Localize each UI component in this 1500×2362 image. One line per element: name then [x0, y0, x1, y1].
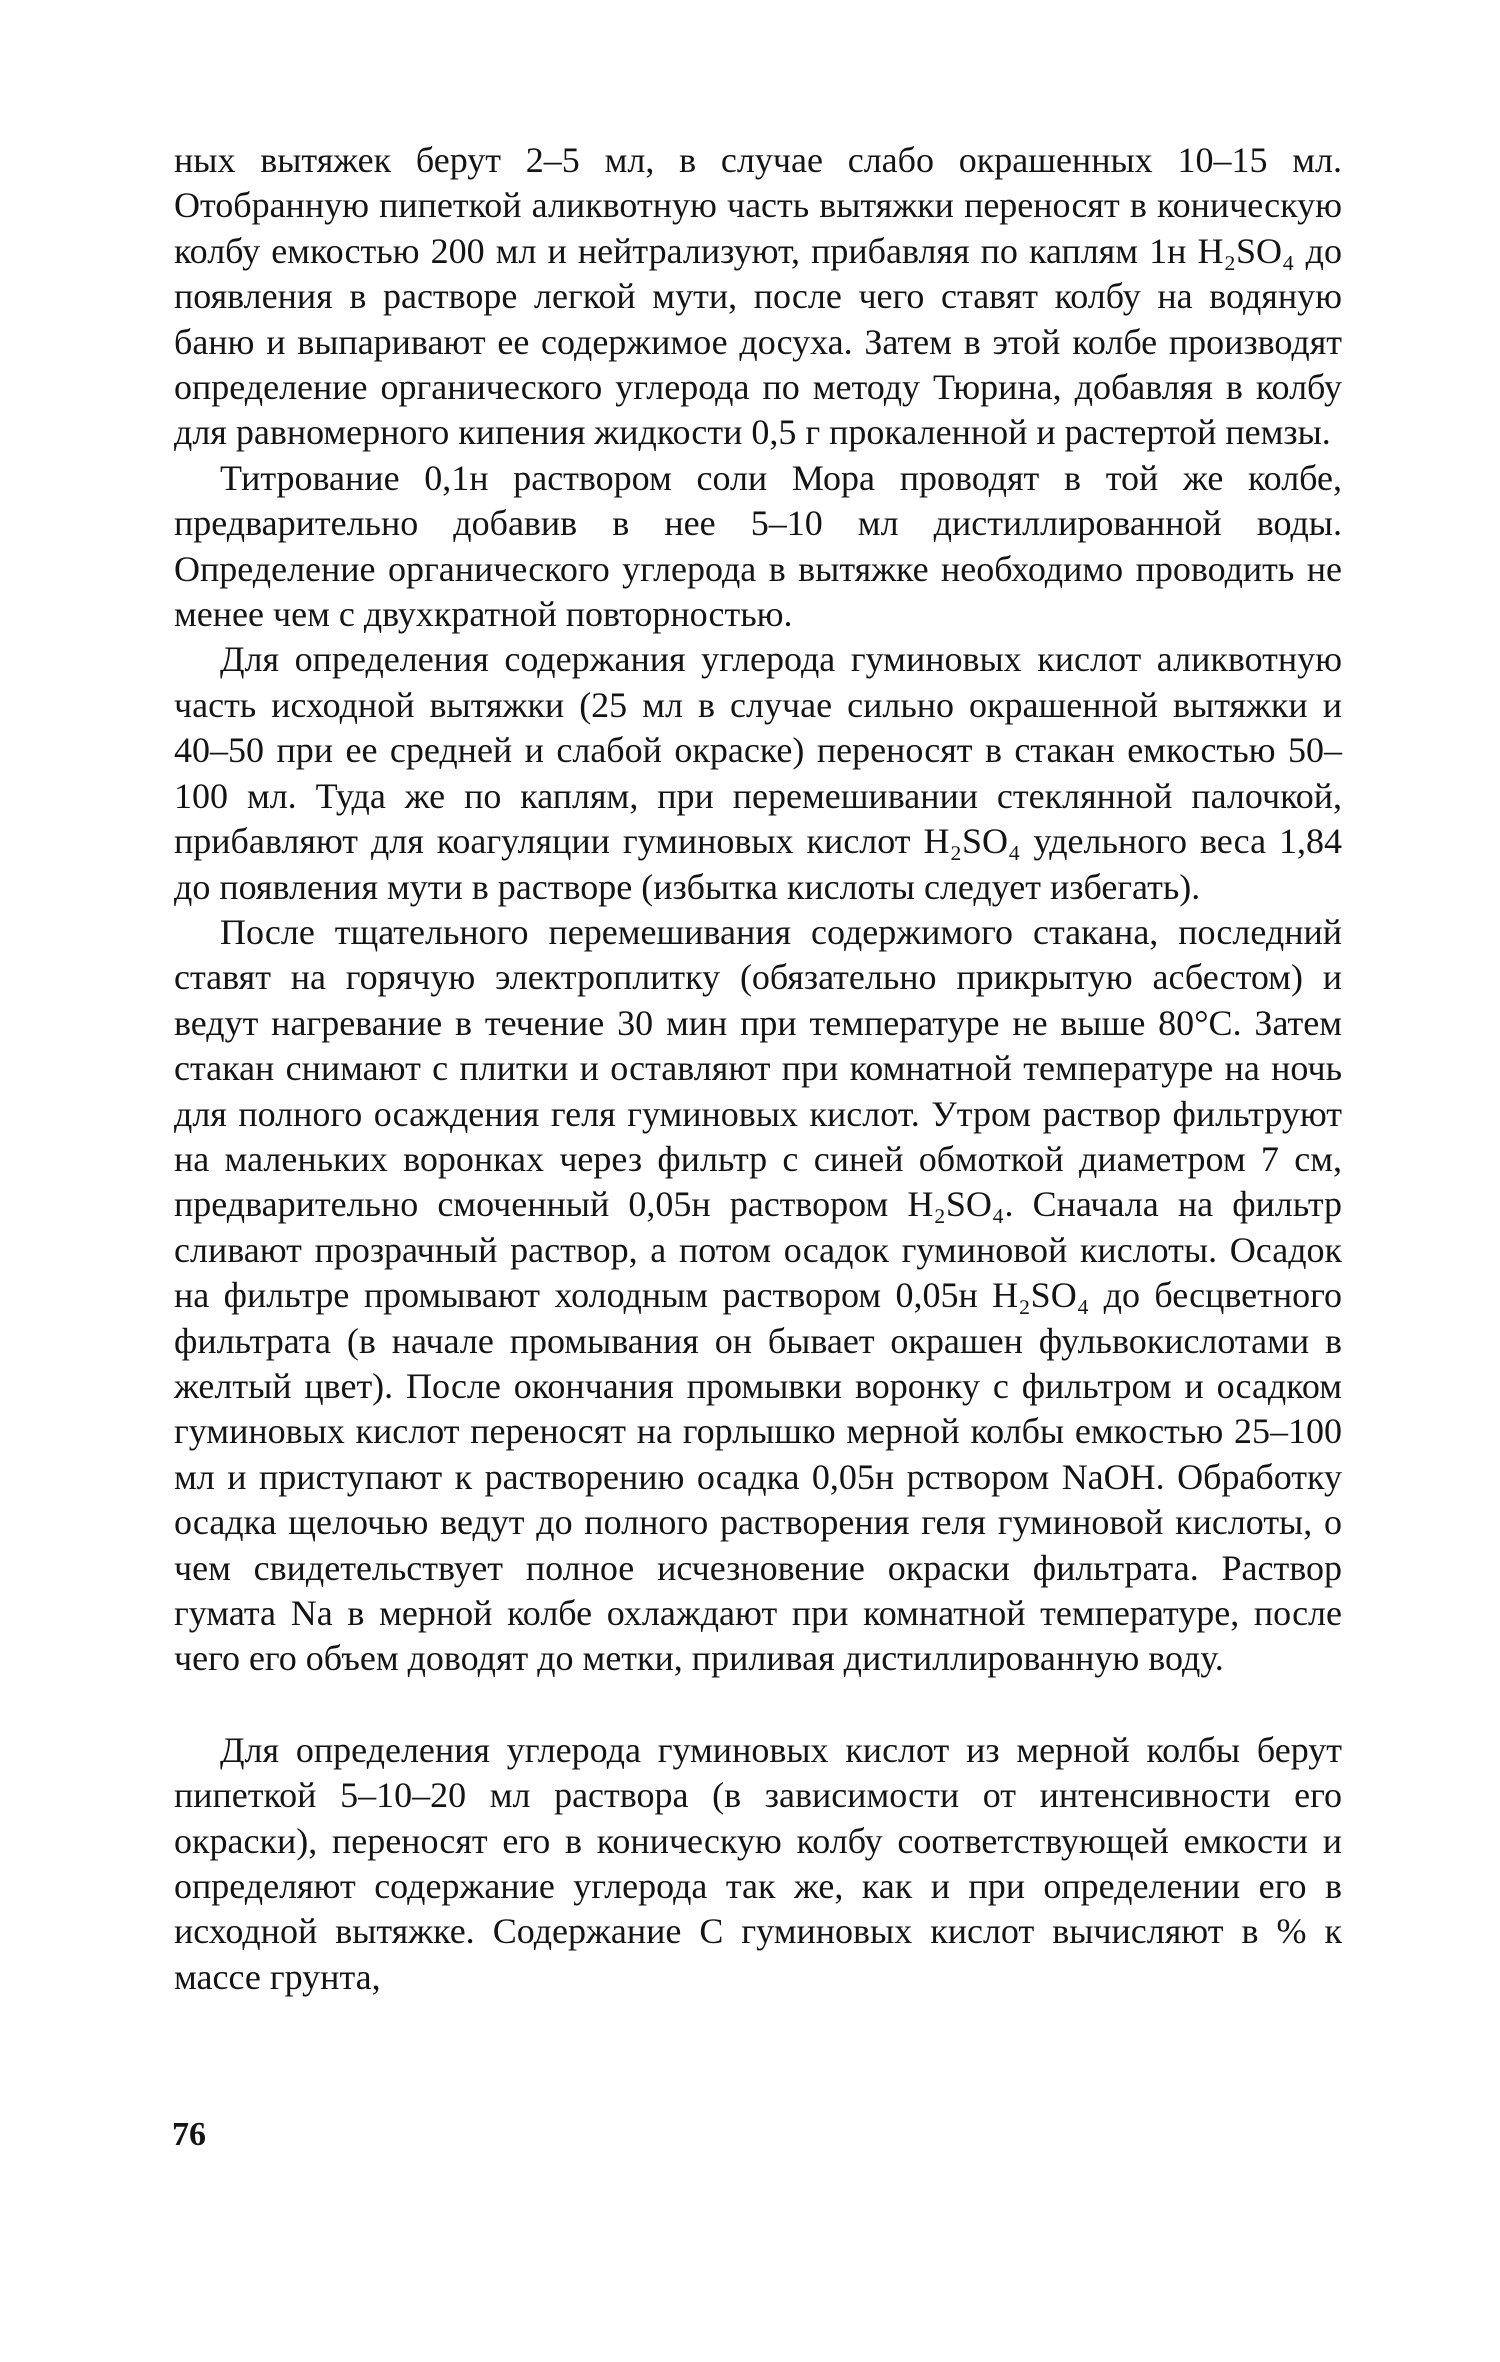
page-number: 76 [172, 2116, 206, 2153]
paragraph-3: Для определения содержания углерода гуминовых кислот аликвотную часть исходной вытяжки (25 мл в случае сильно окрашенной вытяжки и 40–50 при ее средней и слабой окраске) переносят в стакан емкостью 50–100 мл. Туда же по каплям, при перемешивании стеклянной палочкой, прибавляют для коагуляции гуминовых кислот H₂SO₄ удельного веса 1,84 до появления мути в растворе (избытка кислоты следует избегать). [174, 639, 1342, 907]
paragraph-1: ных вытяжек берут 2–5 мл, в случае слабо окрашенных 10–15 мл. Отобранную пипеткой аликвотную часть вытяжки переносят в коническую колбу емкостью 200 мл и нейтрализуют, прибавляя по каплям 1н H₂SO₄ до появления в растворе легкой мути, после чего ставят колбу на водяную баню и выпаривают ее содержимое досуха. Затем в этой колбе производят определение органического углерода по методу Тюрина, добавляя в колбу для равномерного кипения жидкости 0,5 г прокаленной и растертой пемзы. [174, 140, 1342, 453]
paragraph-2: Титрование 0,1н раствором соли Мора проводят в той же колбе, предварительно добавив в нее 5–10 мл дистиллированной воды. Определение органического углерода в вытяжке необходимо проводить не менее чем с двухкратной повторностью. [174, 457, 1342, 635]
paragraph-5: Для определения углерода гуминовых кислот из мерной колбы берут пипеткой 5–10–20 мл раствора (в зависимости от интенсивности его окраски), переносят его в коническую колбу соответствующей емкости и определяют содержание углерода так же, как и при определении его в исходной вытяжке. Содержание C гуминовых кислот вычисляют в % к массе грунта, [174, 1729, 1342, 1997]
body-text [174, 138, 1342, 2000]
paragraph-4: После тщательного перемешивания содержимого стакана, последний ставят на горячую электроплитку (обязательно прикрытую асбестом) и ведут нагревание в течение 30 мин при температуре не выше 80°С. Затем стакан снимают с плитки и оставляют при комнатной температуре на ночь для полного осаждения геля гуминовых кислот. Утром раствор фильтруют на маленьких воронках через фильтр с синей обмоткой диаметром 7 см, предварительно смоченный 0,05н раствором H₂SO₄. Сначала на фильтр сливают прозрачный раствор, а потом осадок гуминовой кислоты. Осадок на фильтре промывают холодным раствором 0,05н H₂SO₄ до бесцветного фильтрата (в начале промывания он бывает окрашен фульвокислотами в желтый цвет). После окончания промывки воронку с фильтром и осадком гуминовых кислот переносят на горлышко мерной колбы емкостью 25–100 мл и приступают к растворению осадка 0,05н рствором NaOH. Обработку осадка щелочью ведут до полного растворения геля гуминовой кислоты, о чем свидетельствует полное исчезновение окраски фильтрата. Раствор гумата Na в мерной колбе охлаждают при комнатной температуре, после чего его объем доводят до метки, приливая дистиллированную воду. [174, 911, 1342, 1679]
